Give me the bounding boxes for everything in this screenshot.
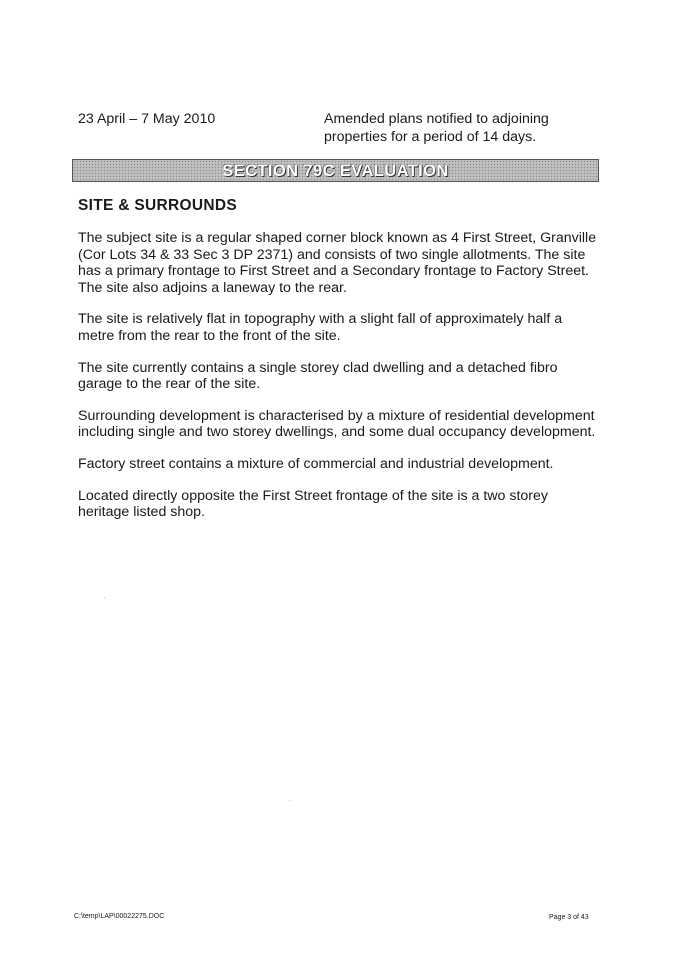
- paragraph: Factory street contains a mixture of commercial and industrial development.: [78, 455, 554, 472]
- section-banner: [72, 159, 599, 182]
- notification-date: 23 April – 7 May 2010: [78, 111, 216, 127]
- paragraph: The site currently contains a single storey clad dwelling and a detached fibro garage to the rear of the site.: [78, 359, 558, 393]
- scan-speck: [289, 800, 290, 801]
- paragraph: The subject site is a regular shaped corner block known as 4 First Street, Granville (Cor Lots 34 & 33 Sec 3 DP 2371) and consists of two single allotments. The site has a primary frontage to First Street and a Secondary frontage to Factory Street. The site also adjoins a laneway to the rear.: [78, 230, 597, 296]
- footer-page-number: Page 3 of 43: [549, 914, 589, 921]
- notification-description: Amended plans notified to adjoining properties for a period of 14 days.: [324, 111, 549, 145]
- subsection-heading: SITE & SURROUNDS: [78, 197, 237, 214]
- body-text: [78, 230, 598, 536]
- section-title: SECTION 79C EVALUATION: [222, 162, 449, 180]
- footer-file-path: C:\temp\LAP\00022275.DOC: [74, 913, 165, 920]
- paragraph: Located directly opposite the First Street frontage of the site is a two storey heritage listed shop.: [78, 487, 549, 521]
- paragraph: The site is relatively flat in topography with a slight fall of approximately half a metre from the rear to the front of the site.: [78, 311, 563, 344]
- paragraph: Surrounding development is characterised by a mixture of residential development including single and two storey dwellings, and some dual occupancy development.: [78, 407, 596, 441]
- scan-speck: [104, 597, 105, 598]
